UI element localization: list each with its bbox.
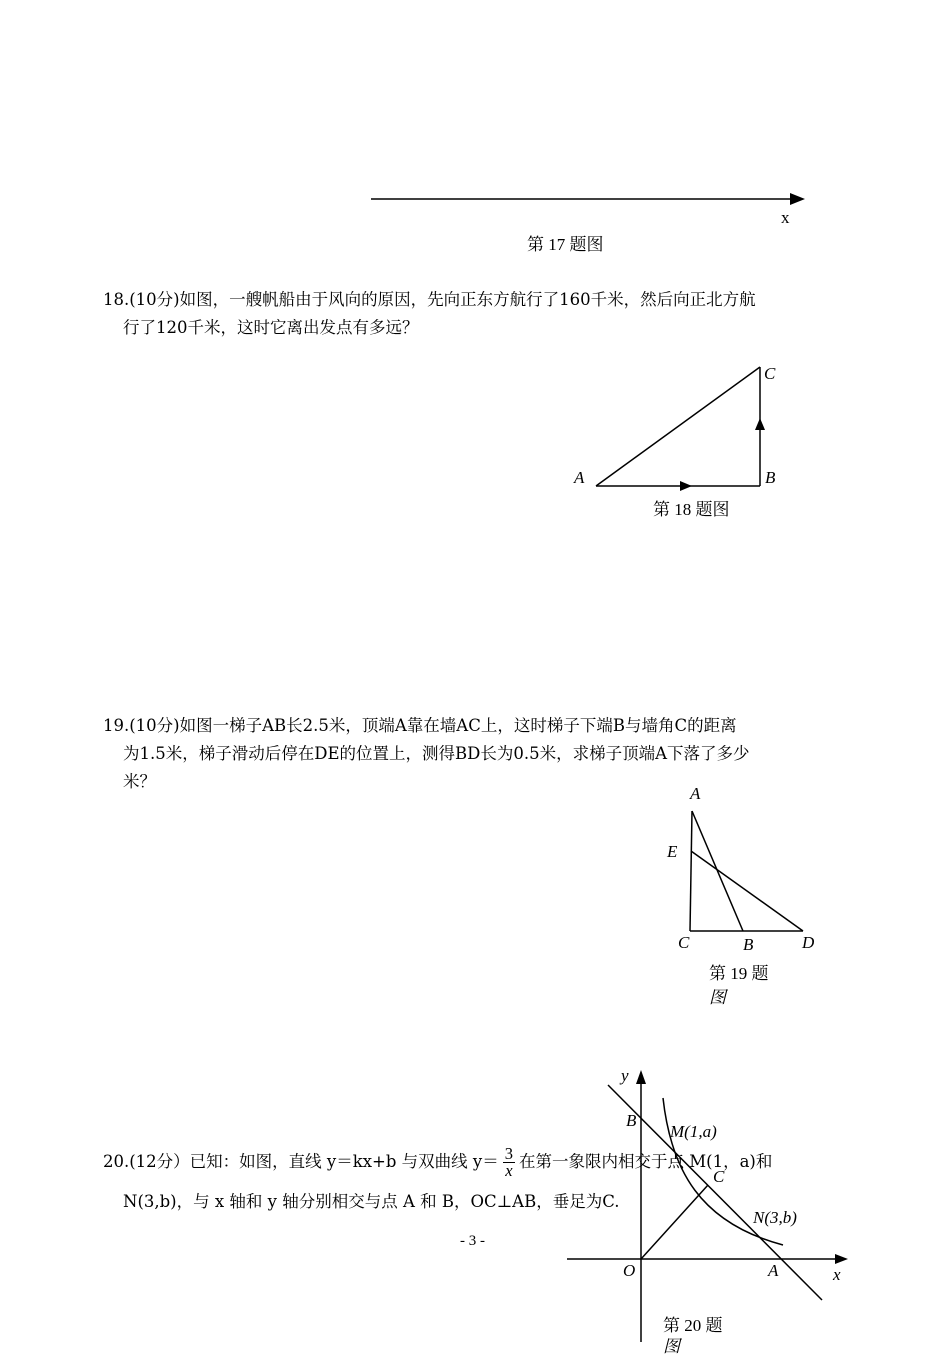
q20-line1 [103,1142,848,1182]
fig20-label-A: A [768,1261,779,1280]
fig20-label-y: y [621,1066,629,1085]
fig18-label-C: C [764,364,776,383]
fig20-caption-line2: 图 [663,1337,680,1356]
q19-line1: 19.(10分)如图一梯子AB长2.5米，顶端A靠在墙AC上，这时梯子下端B与墙角C的距离 [103,716,737,735]
q19-line2: 为1.5米，梯子滑动后停在DE的位置上，测得BD长为0.5米，求梯子顶端A下落了多少 [123,744,750,763]
fig19-caption-line2: 图 [709,988,726,1007]
q20-fraction [503,1146,515,1179]
fig20-caption-line1: 第 20 题 [663,1316,723,1335]
fig17-x-label: x [781,208,790,227]
q19-line3: 米？ [123,772,156,791]
q20-fraction-denominator: x [505,1161,513,1180]
question-20 [103,1142,848,1216]
fig18-caption: 第 18 题图 [653,500,730,519]
q18-line2: 行了120千米，这时它离出发点有多远？ [123,318,419,337]
fig18-label-A: A [574,468,585,487]
fig20-label-B: B [626,1111,637,1130]
fig19-label-B: B [743,935,754,954]
q20-line1-end: 在第一象限内相交于点 M(1，a)和 [519,1152,773,1171]
fig20-label-x: x [833,1265,841,1284]
fig19-caption-line1: 第 19 题 [709,964,769,983]
page-number: - 3 - [460,1233,485,1249]
fig19-label-D: D [802,933,815,952]
q20-line2: N(3,b)，与 x 轴和 y 轴分别相交与点 A 和 B，OC⊥AB，垂足为C. [123,1192,620,1211]
fig20-label-M: M(1,a) [670,1122,717,1141]
fig18-label-B: B [765,468,776,487]
fig20-label-C: C [713,1167,725,1186]
fig19-label-C: C [678,933,690,952]
q20-fraction-numerator: 3 [504,1144,513,1163]
fig19-label-A: A [690,784,701,803]
fig20-label-N: N(3,b) [753,1208,797,1227]
q18-line1: 18.(10分)如图，一艘帆船由于风向的原因，先向正东方航行了160千米，然后向正北方航 [103,290,756,309]
fig17-caption: 第 17 题图 [527,235,604,254]
q20-line1-start: 20.(12分）已知：如图，直线 y＝kx+b 与双曲线 y＝ [103,1152,499,1171]
fig20-label-O: O [623,1261,636,1280]
fig19-label-E: E [667,842,678,861]
